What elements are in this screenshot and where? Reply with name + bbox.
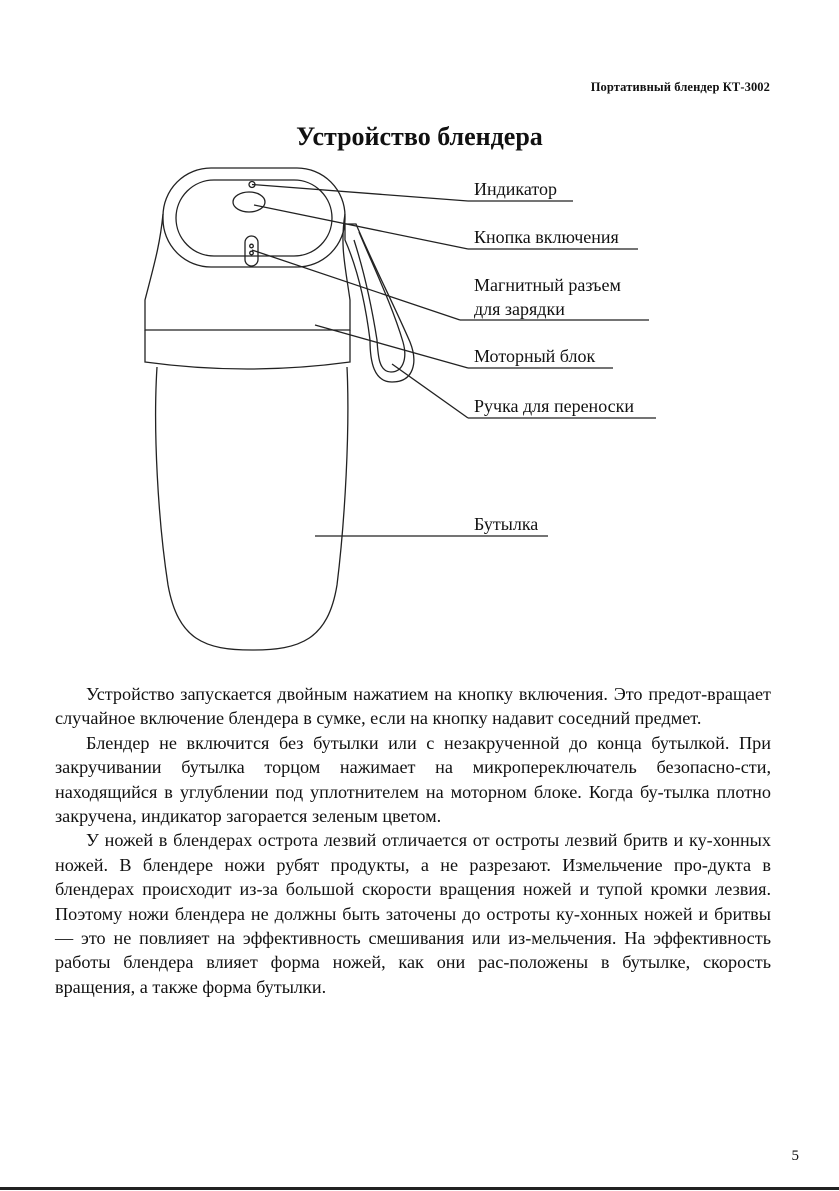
paragraph: У ножей в блендерах острота лезвий отличается от остроты лезвий бритв и ку-хонных ножей. В блендере ножи рубят продукты, а не разрезают. Измельчение про-дукта в блендерах происходит из-за большой скорости вращения ножей и тупой кромки лезвия. Поэтому ножи блендера не должны быть заточены до остроты ку-хонных ножей и бритвы — это не повлияет на эффективность смешивания или из-мельчения. На эффективность работы блендера влияет форма ножей, как они рас-положены в бутылке, скорость вращения, а также форма бутылки. (55, 830, 771, 997)
callout-carry-handle: Ручка для переноски (474, 396, 635, 416)
callout-bottle: Бутылка (474, 514, 539, 534)
bottle-outline (156, 367, 348, 650)
callout-motor-block: Моторный блок (474, 346, 596, 366)
page-number: 5 (791, 1148, 799, 1164)
seal-ring (145, 330, 350, 369)
body-text (55, 682, 771, 999)
callout-magnetic-connector-line1: Магнитный разъем (474, 275, 621, 295)
running-header: Портативный блендер КТ-3002 (590, 80, 770, 94)
page-title: Устройство блендера (296, 122, 543, 151)
carry-handle-inner (354, 232, 405, 372)
power-button-icon (233, 192, 265, 212)
callout-indicator: Индикатор (474, 179, 558, 199)
paragraph: Устройство запускается двойным нажатием на кнопку включения. Это предот-вращает случайное включение блендера в сумке, если на кнопку надавит соседний предмет. (55, 684, 771, 729)
callout-magnetic-connector-line2: для зарядки (474, 299, 565, 319)
callout-power-button: Кнопка включения (474, 227, 619, 247)
bottom-rule (0, 1187, 839, 1190)
paragraph: Блендер не включится без бутылки или с незакрученной до конца бутылкой. При закручивании бутылка торцом нажимает на микропереключатель безопасно-сти, находящийся в углублении под уплотнителем на моторном блоке. Когда бу-тылка плотно закручена, индикатор загорается зеленым цветом. (55, 732, 771, 827)
lid-inner-rim (176, 180, 332, 256)
